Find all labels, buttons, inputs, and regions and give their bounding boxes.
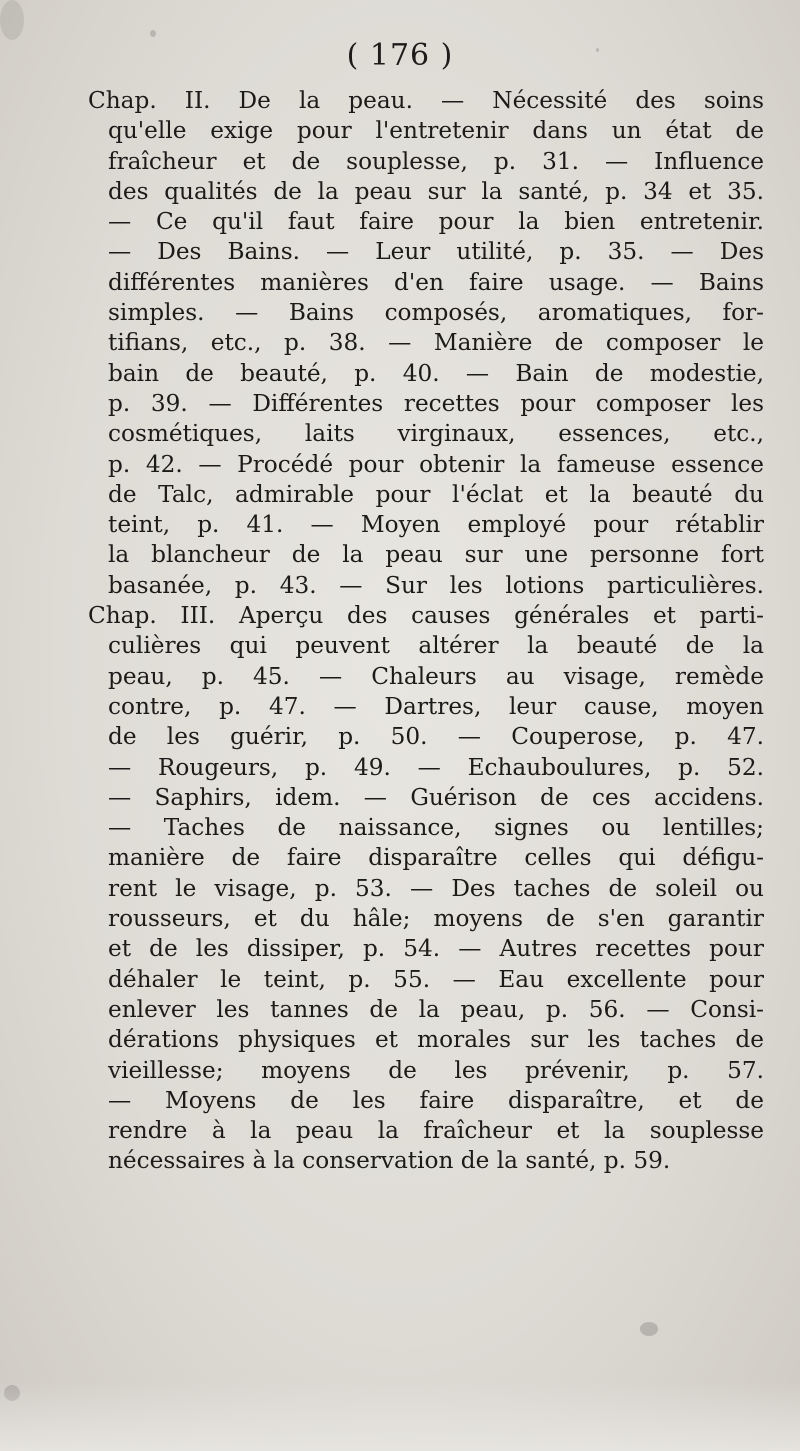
text-line: fraîcheur et de souplesse, p. 31. — Influence (108, 147, 764, 175)
text-line: contre, p. 47. — Dartres, leur cause, moyen (108, 692, 764, 720)
text-line: vieillesse; moyens de les prévenir, p. 57. (108, 1056, 764, 1084)
text-line: rent le visage, p. 53. — Des taches de soleil ou (108, 874, 764, 902)
text-line: cosmétiques, laits virginaux, essences, etc., (108, 420, 764, 448)
text-line: dérations physiques et morales sur les taches de (108, 1026, 764, 1054)
paper-speck (150, 30, 156, 37)
text-line: qu'elle exige pour l'entretenir dans un état de (108, 117, 764, 145)
text-line: de Talc, admirable pour l'éclat et la beauté du (108, 480, 764, 508)
text-line: p. 39. — Différentes recettes pour composer les (108, 389, 764, 417)
text-line: des qualités de la peau sur la santé, p. 34 et 35. (108, 177, 764, 205)
text-line: teint, p. 41. — Moyen employé pour rétablir (108, 511, 764, 539)
text-line: la blancheur de la peau sur une personne fort (108, 541, 764, 569)
paper-speck (640, 1322, 658, 1336)
text-line: simples. — Bains composés, aromatiques, for- (108, 299, 764, 327)
text-line: culières qui peuvent altérer la beauté de la (108, 632, 764, 660)
text-line: — Rougeurs, p. 49. — Echauboulures, p. 52. (108, 753, 764, 781)
text-line: — Saphirs, idem. — Guérison de ces accidens. (108, 783, 764, 811)
text-line: enlever les tannes de la peau, p. 56. — Consi- (108, 995, 764, 1023)
text-line: manière de faire disparaître celles qui défigu- (108, 844, 764, 872)
page-bottom-edge (0, 1381, 800, 1451)
table-of-contents-text (88, 86, 764, 1177)
text-line: tifians, etc., p. 38. — Manière de composer le (108, 329, 764, 357)
text-line: nécessaires à la conservation de la santé, p. 59. (108, 1147, 671, 1175)
text-line: Chap. II. De la peau. — Nécessité des soins (88, 87, 764, 114)
page-number: ( 176 ) (346, 38, 454, 73)
text-line: de les guérir, p. 50. — Couperose, p. 47. (108, 723, 764, 751)
text-line: et de les dissiper, p. 54. — Autres recettes pour (108, 935, 764, 963)
text-line: rendre à la peau la fraîcheur et la souplesse (108, 1117, 764, 1145)
text-line: peau, p. 45. — Chaleurs au visage, remède (108, 662, 764, 690)
text-line: différentes manières d'en faire usage. — Bains (108, 268, 764, 296)
text-line: basanée, p. 43. — Sur les lotions particulières. (108, 571, 764, 599)
paper-speck (0, 0, 24, 40)
text-line: p. 42. — Procédé pour obtenir la fameuse essence (108, 450, 764, 478)
text-line: — Taches de naissance, signes ou lentilles; (108, 814, 764, 842)
text-line: — Ce qu'il faut faire pour la bien entretenir. (108, 208, 764, 236)
text-line: déhaler le teint, p. 55. — Eau excellente pour (108, 965, 764, 993)
text-line: Chap. III. Aperçu des causes générales et parti- (88, 602, 764, 630)
text-line: bain de beauté, p. 40. — Bain de modestie, (108, 359, 764, 387)
text-line: rousseurs, et du hâle; moyens de s'en garantir (108, 905, 764, 933)
text-line: — Des Bains. — Leur utilité, p. 35. — Des (108, 238, 764, 266)
text-line: — Moyens de les faire disparaître, et de (108, 1086, 764, 1114)
